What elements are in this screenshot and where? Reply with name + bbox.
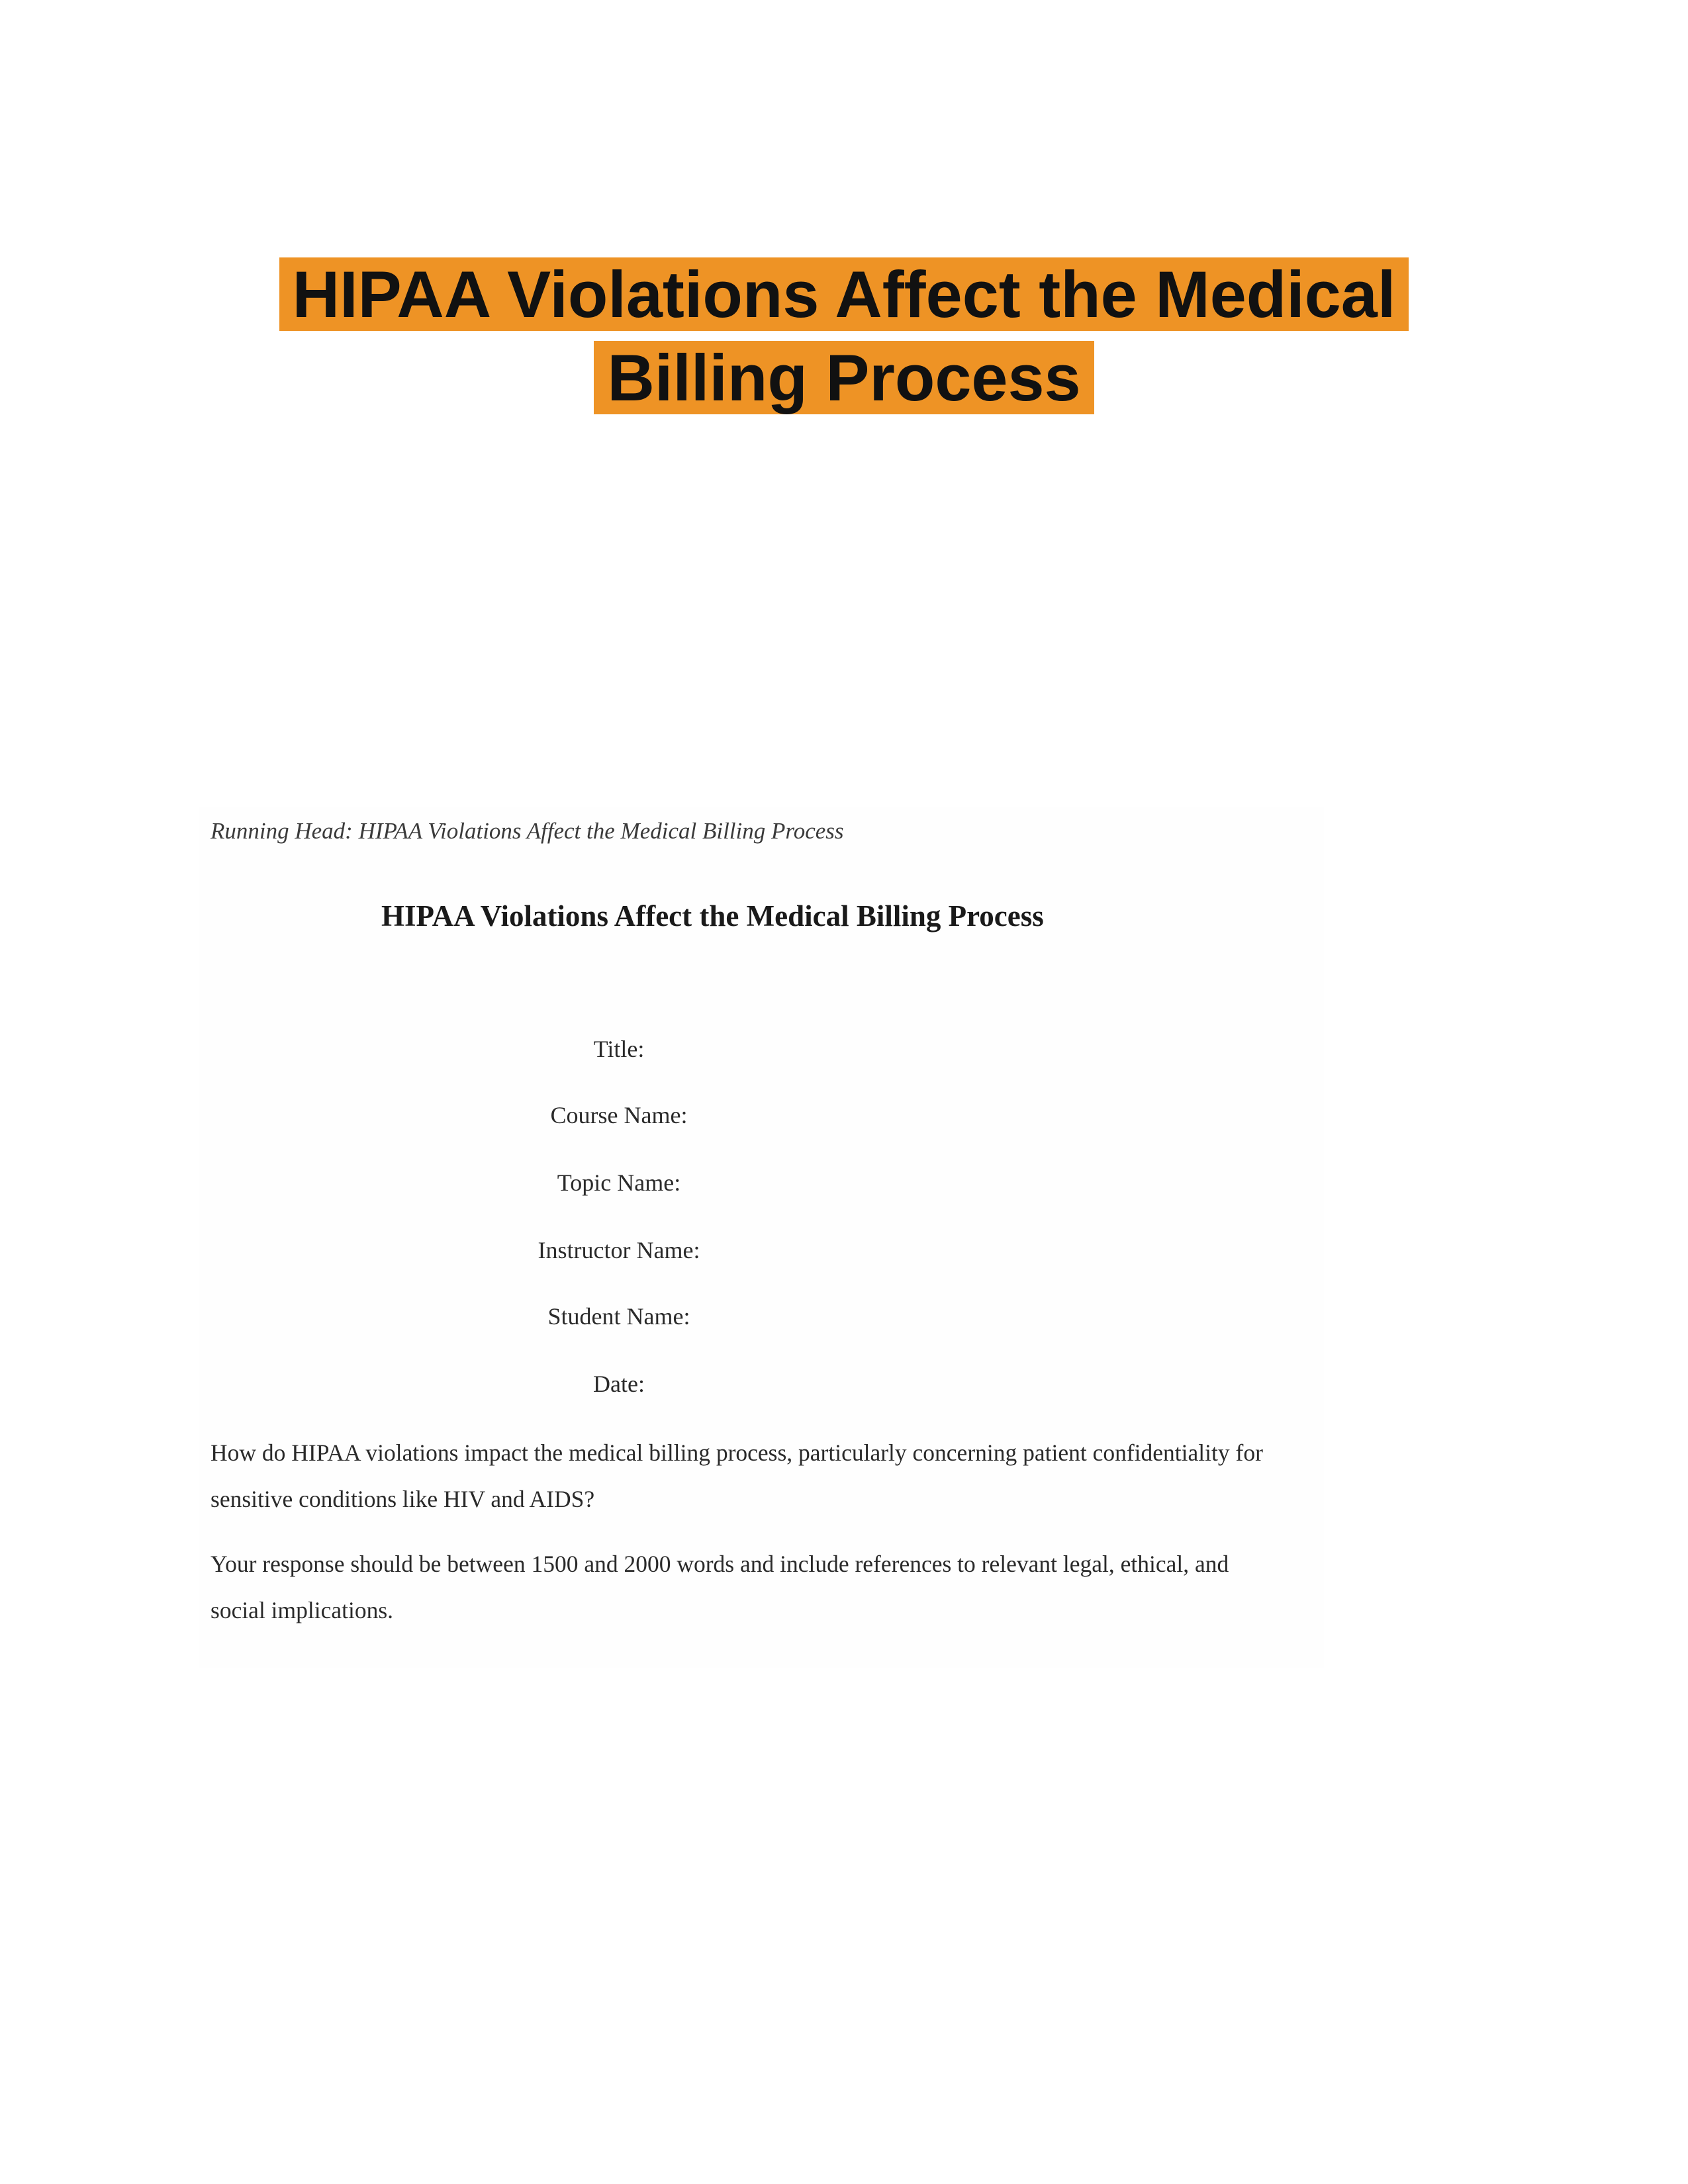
field-title: Title: xyxy=(593,1036,645,1062)
field-topic-name: Topic Name: xyxy=(557,1169,681,1196)
field-date: Date: xyxy=(593,1371,645,1397)
question-paragraph: How do HIPAA violations impact the medical billing process, particularly concerning patient confidentiality for sensitive conditions like HIV and AIDS? xyxy=(211,1439,1263,1512)
field-course-name: Course Name: xyxy=(550,1102,688,1128)
cover-page-image xyxy=(199,807,1324,1668)
banner-title xyxy=(179,253,1509,420)
instructions-paragraph: Your response should be between 1500 and 2000 words and include references to relevant legal, ethical, and social implications. xyxy=(211,1551,1229,1623)
field-instructor-name: Instructor Name: xyxy=(538,1237,700,1263)
document-title xyxy=(199,899,1324,933)
field-student-name: Student Name: xyxy=(547,1303,690,1330)
document-title-text: HIPAA Violations Affect the Medical Billing Process xyxy=(381,899,1044,933)
running-head: Running Head: HIPAA Violations Affect the Medical Billing Process xyxy=(211,818,844,844)
banner-title-text: HIPAA Violations Affect the Medical Billing Process xyxy=(279,257,1409,414)
